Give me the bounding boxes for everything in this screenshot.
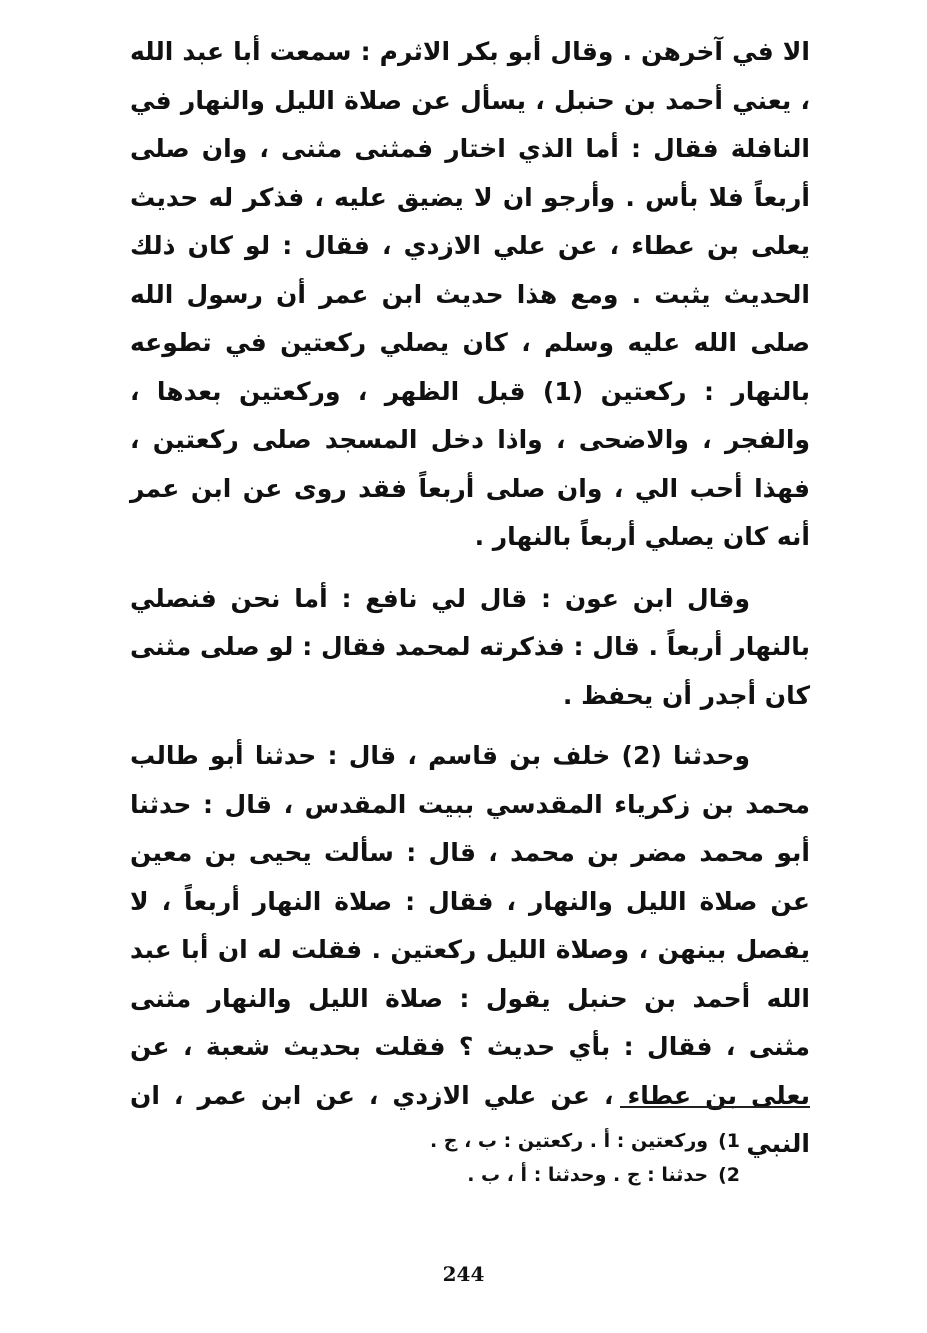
footnote-divider (620, 1106, 810, 1108)
footnote-text: حدثنا : ج . وحدثنا : أ ، ب . (467, 1164, 709, 1186)
paragraph-1: الا في آخرهن . وقال أبو بكر الاثرم : سمعت أبا عبد الله ، يعني أحمد بن حنبل ، يسأل عن صلاة الليل والنهار في النافلة فقال : أما الذي اختار فمثنى مثنى ، وان صلى أربعاً فلا بأس . وأرجو ان لا يضيق عليه ، فذكر له حديث يعلى بن عطاء ، عن علي الازدي ، فقال : لو كان ذلك الحديث يثبت . ومع هذا حديث ابن عمر أن رسول الله صلى الله عليه وسلم ، كان يصلي ركعتين في تطوعه بالنهار : ركعتين (1) قبل الظهر ، وركعتين بعدها ، والفجر ، والاضحى ، واذا دخل المسجد صلى ركعتين ، فهذا أحب الي ، وان صلى أربعاً فقد روى عن ابن عمر أنه كان يصلي أربعاً بالنهار . (130, 37, 811, 551)
paragraph-2: وقال ابن عون : قال لي نافع : أما نحن فنصلي بالنهار أربعاً . قال : فذكرته لمحمد فقال : لو صلى مثنى كان أجدر أن يحفظ . (130, 583, 810, 710)
footnotes (380, 1124, 740, 1192)
page-number: 244 (442, 1262, 485, 1286)
footnote-number: 1) (718, 1130, 740, 1152)
footnote-1 (380, 1124, 740, 1158)
paragraph-3: وحدثنا (2) خلف بن قاسم ، قال : حدثنا أبو طالب محمد بن زكرياء المقدسي ببيت المقدس ، قال : حدثنا أبو محمد مضر بن محمد ، قال : سألت يحيى بن معين عن صلاة الليل والنهار ، فقال : صلاة النهار أربعاً ، لا يفصل بينهن ، وصلاة الليل ركعتين . فقلت له ان أبا عبد الله أحمد بن حنبل يقول : صلاة الليل والنهار مثنى مثنى ، فقال : بأي حديث ؟ فقلت بحديث شعبة ، عن يعلى بن عطاء ، عن علي الازدي ، عن ابن عمر ، ان النبي (130, 741, 810, 1158)
paragraph-spacer (130, 562, 810, 575)
main-text (130, 28, 810, 1169)
footnote-2 (380, 1158, 740, 1192)
paragraph-spacer (130, 720, 810, 732)
footnote-text: وركعتين : أ . ركعتين : ب ، ج . (429, 1130, 709, 1152)
footnote-number: 2) (718, 1164, 740, 1186)
